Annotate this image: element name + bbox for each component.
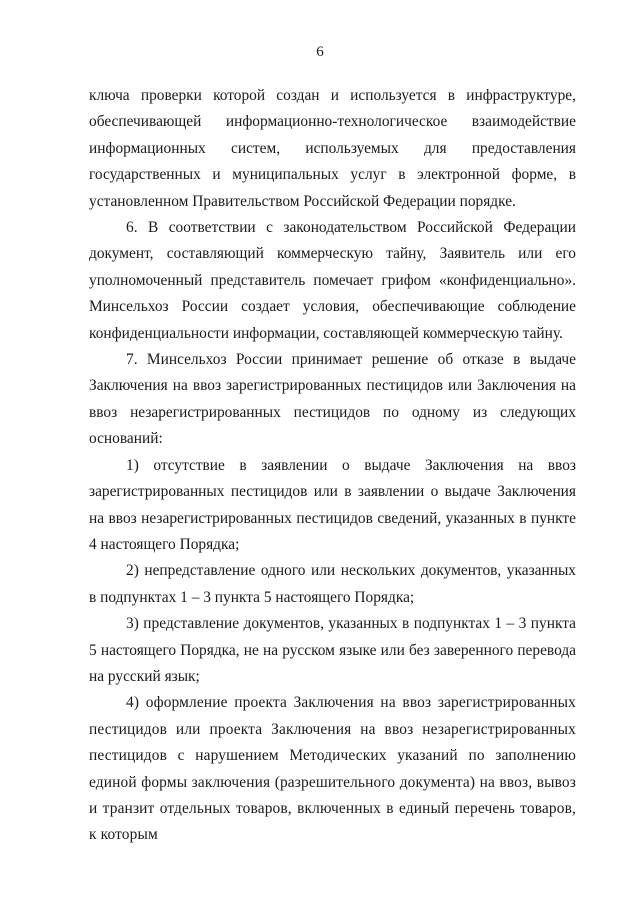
paragraph-item-7: 7. Минсельхоз России принимает решение об отказе в выдаче Заключения на ввоз зарегистрированных пестицидов или Заключения на ввоз незарегистрированных пестицидов по одному из следующих оснований: [89,351,576,448]
paragraph-continuation: ключа проверки которой создан и используется в инфраструктуре, обеспечивающей информационно-технологическое взаимодействие информационных систем, используемых для предоставления государственных и муниципальных услуг в электронной форме, в установленном Правительством Российской Федерации порядке. [89,87,576,210]
page-body [89,83,576,849]
paragraph-item-6: 6. В соответствии с законодательством Российской Федерации документ, составляющий коммерческую тайну, Заявитель или его уполномоченный представитель помечает грифом «конфиденциально». Минсельхоз России создает условия, обеспечивающие соблюдение конфиденциальности информации, составляющей коммерческую тайну. [89,219,576,342]
subitem-1: 1) отсутствие в заявлении о выдаче Заключения на ввоз зарегистрированных пестицидов или в заявлении о выдаче Заключения на ввоз незарегистрированных пестицидов сведений, указанных в пункте 4 настоящего Порядка; [89,456,576,553]
subitem-3: 3) представление документов, указанных в подпунктах 1 – 3 пункта 5 настоящего Порядка, не на русском языке или без заверенного перевода на русский язык; [89,615,576,685]
subitem-4: 4) оформление проекта Заключения на ввоз зарегистрированных пестицидов или проекта Заключения на ввоз незарегистрированных пестицидов с нарушением Методических указаний по заполнению единой формы заключения (разрешительного документа) на ввоз, вывоз и транзит отдельных товаров, включенных в единый перечень товаров, к которым [89,694,576,844]
page-number: 6 [316,44,324,60]
subitem-2: 2) непредставление одного или нескольких документов, указанных в подпунктах 1 – 3 пункта 5 настоящего Порядка; [89,562,576,606]
